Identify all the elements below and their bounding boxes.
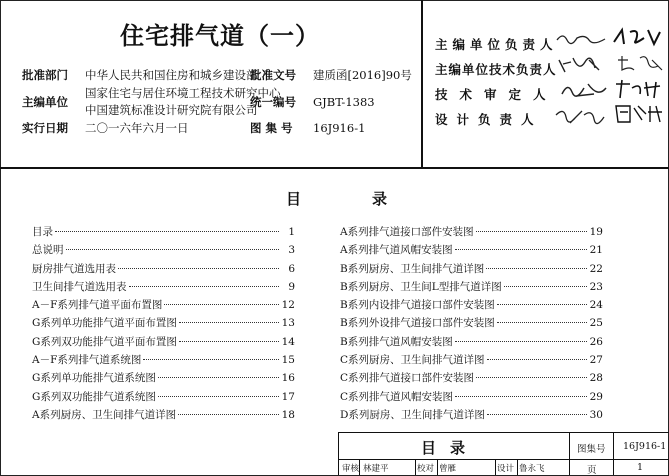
toc-leader-dots <box>55 231 279 232</box>
toc-right-column <box>340 224 603 425</box>
toc-entry-page: 28 <box>589 372 603 385</box>
toc-entry-page: 23 <box>589 280 603 293</box>
effective-date-label: 实行日期 <box>22 121 68 135</box>
toc-entry <box>340 389 603 407</box>
toc-entry <box>32 389 295 407</box>
title-block-page-label: 页 <box>587 465 597 476</box>
header-divider <box>0 167 669 169</box>
toc-leader-dots <box>455 341 587 342</box>
toc-leader-dots <box>487 359 587 360</box>
toc-leader-dots <box>158 377 279 378</box>
title-block-review-label: 审核 <box>342 464 360 474</box>
sig-label-tech-reviewer: 技术审定人 <box>435 87 558 102</box>
toc-leader-dots <box>476 377 587 378</box>
toc-entry-page: 16 <box>281 372 295 385</box>
toc-entry-title: B系列厨房、卫生间L型排气道详图 <box>340 280 502 293</box>
toc-entry-title: 厨房排气道选用表 <box>32 262 116 275</box>
toc-entry-title: B系列外设排气道接口部件安装图 <box>340 317 495 330</box>
toc-entry-page: 18 <box>281 408 295 421</box>
unified-no-label: 统一编号 <box>250 95 296 109</box>
title-block-title: 目录 <box>421 439 480 457</box>
toc-leader-dots <box>129 286 280 287</box>
toc-leader-dots <box>487 414 587 415</box>
toc-entry <box>32 334 295 352</box>
toc-entry-page: 12 <box>281 299 295 312</box>
toc-entry-page: 29 <box>589 390 603 403</box>
toc-entry <box>32 261 295 279</box>
toc-entry-title: A－F系列排气道系统图 <box>32 354 142 367</box>
toc-entry-page: 1 <box>288 226 295 238</box>
toc-entry-page: 26 <box>589 335 603 348</box>
toc-leader-dots <box>497 322 587 323</box>
toc-leader-dots <box>143 359 279 360</box>
toc-leader-dots <box>179 341 279 342</box>
toc-entry-title: 总说明 <box>32 244 64 257</box>
unified-no: GJBT-1383 <box>313 95 375 109</box>
title-block-reviewer: 林建平 <box>363 464 389 474</box>
toc-entry-page: 13 <box>281 317 295 330</box>
toc-leader-dots <box>504 286 587 287</box>
toc-entry <box>340 370 603 388</box>
title-block-checker: 曾雁 <box>439 464 457 474</box>
toc-leader-dots <box>486 268 587 269</box>
chief-unit-label: 主编单位 <box>22 95 68 109</box>
toc-entry <box>340 315 603 333</box>
signature-4a <box>552 105 608 127</box>
toc-entry <box>340 352 603 370</box>
toc-leader-dots <box>179 322 279 323</box>
toc-title-left: 目 <box>286 190 302 208</box>
toc-entry <box>340 261 603 279</box>
toc-entry <box>32 370 295 388</box>
toc-entry-title: A－F系列排气道平面布置图 <box>32 299 163 312</box>
toc-entry-title: A系列排气道接口部件安装图 <box>340 226 474 238</box>
toc-leader-dots <box>158 396 279 397</box>
approval-doc-label: 批准文号 <box>250 68 296 82</box>
toc-leader-dots <box>118 268 279 269</box>
toc-title-right: 录 <box>372 190 388 208</box>
toc-entry-page: 17 <box>281 390 295 403</box>
signature-4b <box>612 102 668 124</box>
toc-entry-title: C系列排气道接口部件安装图 <box>340 372 475 385</box>
toc-leader-dots <box>455 249 587 250</box>
toc-entry <box>340 297 603 315</box>
title-block-designer: 鲁永飞 <box>519 464 545 474</box>
toc-entry <box>340 242 603 260</box>
toc-entry-title: C系列厨房、卫生间排气道详图 <box>340 354 485 367</box>
toc-entry-title: G系列单功能排气道系统图 <box>32 372 156 385</box>
signature-2b <box>612 52 668 74</box>
header-column-divider <box>421 0 423 168</box>
toc-entry <box>32 352 295 370</box>
toc-entry-page: 3 <box>288 244 295 257</box>
toc-leader-dots <box>497 304 587 305</box>
toc-entry <box>340 334 603 352</box>
toc-entry <box>32 407 295 425</box>
signature-2a <box>555 54 611 76</box>
signature-1b <box>610 26 666 48</box>
atlas-title: 住宅排气道（一） <box>120 21 320 50</box>
toc-leader-dots <box>455 396 587 397</box>
toc-entry-page: 15 <box>281 354 295 367</box>
approval-dept-label: 批准部门 <box>22 68 68 82</box>
toc-entry-title: B系列内设排气道接口部件安装图 <box>340 299 495 312</box>
toc-entry-page: 22 <box>589 262 603 275</box>
sig-label-chief-unit-head: 主编单位负责人 <box>435 37 558 52</box>
title-block-atlas-label: 图集号 <box>577 444 606 455</box>
toc-entry <box>32 297 295 315</box>
toc-entry-title: G系列双功能排气道平面布置图 <box>32 335 177 348</box>
toc-entry-page: 9 <box>288 280 295 293</box>
title-block-check-label: 校对 <box>417 464 435 474</box>
toc-entry <box>340 224 603 242</box>
toc-entry <box>340 407 603 425</box>
toc-entry <box>32 224 295 242</box>
toc-leader-dots <box>66 249 280 250</box>
sig-label-chief-unit-tech-head: 主编单位技术负责人 <box>435 62 557 77</box>
title-block-page-no: 1 <box>637 462 644 473</box>
toc-entry <box>32 315 295 333</box>
title-block <box>338 432 669 475</box>
toc-entry-page: 27 <box>589 354 603 367</box>
signature-3a <box>558 80 614 102</box>
toc-entry-page: 14 <box>281 335 295 348</box>
atlas-no-label: 图 集 号 <box>250 121 293 135</box>
toc-entry-page: 25 <box>589 317 603 330</box>
chief-unit-2: 中国建筑标准设计研究院有限公司 <box>85 103 258 117</box>
signature-3b <box>612 78 668 100</box>
toc-entry-title: 目录 <box>32 226 53 238</box>
toc-left-column <box>32 224 295 425</box>
toc-leader-dots <box>164 304 279 305</box>
toc-entry-title: G系列双功能排气道系统图 <box>32 390 156 403</box>
toc-entry-title: B系列排气道风帽安装图 <box>340 335 453 348</box>
atlas-no: 16J916-1 <box>313 121 366 135</box>
toc-entry-title: A系列排气道风帽安装图 <box>340 244 453 257</box>
toc-entry-title: B系列厨房、卫生间排气道详图 <box>340 262 485 275</box>
toc-entry-title: D系列厨房、卫生间排气道详图 <box>340 408 485 421</box>
effective-date: 二〇一六年六月一日 <box>85 121 189 135</box>
toc-leader-dots <box>178 414 279 415</box>
signature-1a <box>555 28 611 50</box>
approval-doc: 建质函[2016]90号 <box>313 68 412 82</box>
title-block-design-label: 设计 <box>497 464 515 474</box>
approval-dept: 中华人民共和国住房和城乡建设部 <box>85 68 258 82</box>
sig-label-design-head: 设计负责人 <box>435 112 543 127</box>
toc-entry-page: 24 <box>589 299 603 312</box>
toc-entry-title: 卫生间排气道选用表 <box>32 280 127 293</box>
toc-entry <box>32 242 295 260</box>
toc-entry-page: 21 <box>589 244 603 257</box>
chief-unit-1: 国家住宅与居住环境工程技术研究中心 <box>85 86 281 100</box>
toc-entry-page: 30 <box>589 408 603 421</box>
toc-entry-page: 6 <box>288 262 295 275</box>
toc-entry <box>32 279 295 297</box>
toc-entry <box>340 279 603 297</box>
toc-entry-title: A系列厨房、卫生间排气道详图 <box>32 408 177 421</box>
toc-entry-title: G系列单功能排气道平面布置图 <box>32 317 177 330</box>
toc-leader-dots <box>476 231 587 232</box>
title-block-atlas-no: 16J916-1 <box>623 441 667 452</box>
toc-entry-page: 19 <box>589 226 603 238</box>
toc-entry-title: C系列排气道风帽安装图 <box>340 390 454 403</box>
